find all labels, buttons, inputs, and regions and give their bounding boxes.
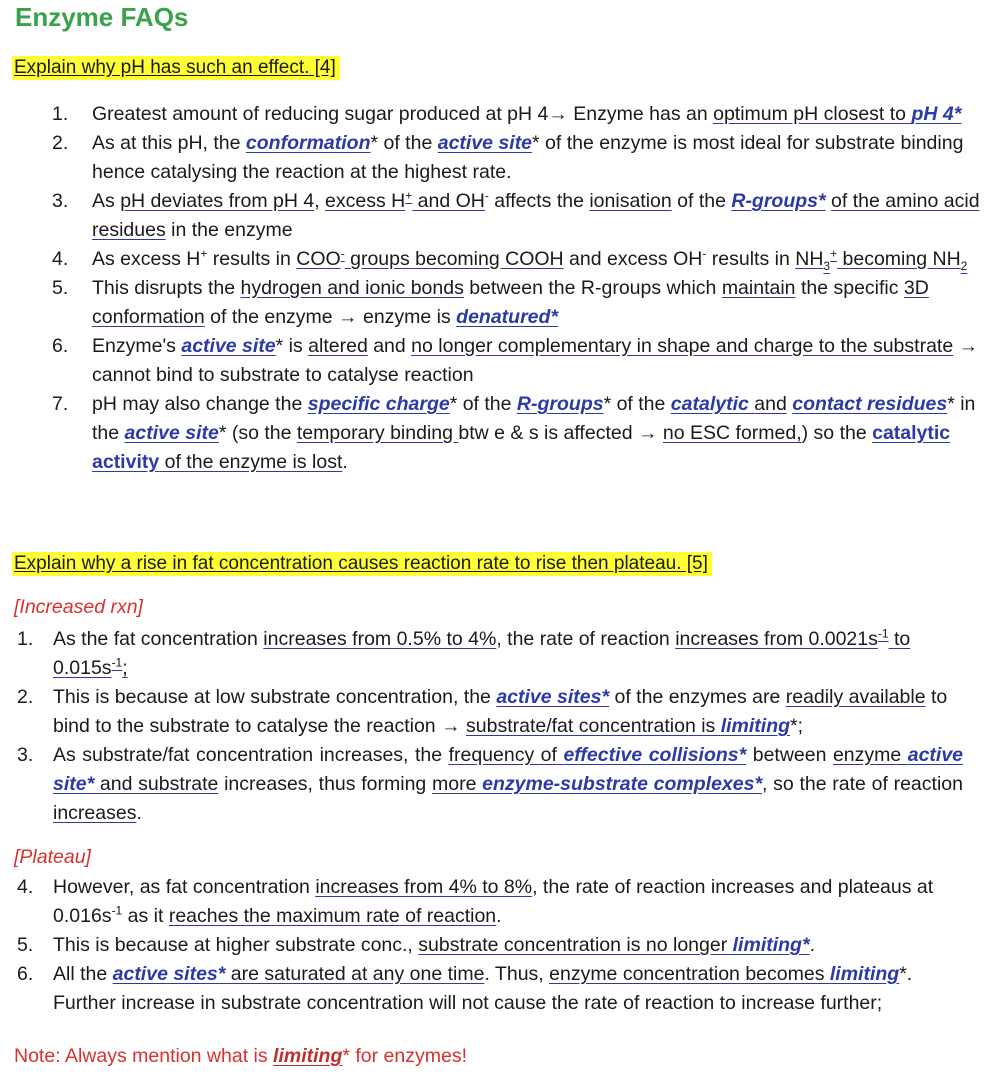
answer-list-plateau <box>0 873 963 1018</box>
answer-list-ph <box>0 100 980 477</box>
item-number: 7. <box>52 393 69 415</box>
item-number: 1. <box>17 628 34 650</box>
list-item: 6. All the active sites* are saturated at any one time. Thus, enzyme concentration becomes limiting*. Further increase in substrate concentration will not cause the rate of reaction to increase further; <box>0 960 963 1018</box>
section-label: [Increased rxn] <box>14 596 143 618</box>
section-label: [Plateau] <box>14 846 91 868</box>
list-item: 7. pH may also change the specific charge* of the R-groups* of the catalytic and contact residues* in the active site* (so the temporary binding btw e & s is affected → no ESC formed,) so the catalytic activity of the enzyme is lost. <box>0 390 980 477</box>
list-item: 4. As excess H+ results in COO- groups becoming COOH and excess OH- results in $NH_3^+$ becoming $NH_2$ <box>52 246 968 273</box>
page-title: Enzyme FAQs <box>15 2 189 32</box>
item-number: 4. <box>52 248 69 270</box>
answer-list-fat <box>0 625 963 828</box>
list-item: 1. Greatest amount of reducing sugar produced at pH 4→ Enzyme has an optimum pH closest to pH 4* <box>0 100 980 129</box>
question-heading: Explain why pH has such an effect. [4] <box>12 56 340 80</box>
item-number: 5. <box>17 934 34 956</box>
item-number: 1. <box>52 103 69 125</box>
list-item: 1. As the fat concentration increases from 0.5% to 4%, the rate of reaction increases from $0.0021s^{-1}$ to $0.015s^{-1}$; <box>17 626 911 679</box>
list-item: 3. As substrate/fat concentration increases, the frequency of effective collisions* between enzyme active site* and substrate increases, thus forming more enzyme-substrate complexes*, so the rate of reaction increases. <box>0 741 963 828</box>
item-number: 6. <box>52 335 69 357</box>
list-item: 6. Enzyme's active site* is altered and no longer complementary in shape and charge to the substrate → cannot bind to substrate to catalyse reaction <box>0 332 980 390</box>
item-number: 4. <box>17 876 34 898</box>
item-number: 2. <box>17 686 34 708</box>
note-text: Note: Always mention what is limiting* for enzymes! <box>14 1045 468 1067</box>
item-number: 5. <box>52 277 69 299</box>
list-item: 2. As at this pH, the conformation* of the active site* of the enzyme is most ideal for substrate binding hence catalysing the reaction at the highest rate. <box>0 129 980 187</box>
item-number: 3. <box>17 744 34 766</box>
list-item: 4. However, as fat concentration increases from 4% to 8%, the rate of reaction increases and plateaus at $0.016s^{-1}$ as it reaches the maximum rate of reaction. <box>0 873 963 931</box>
list-item: 2. This is because at low substrate concentration, the active sites* of the enzymes are readily available to bind to the substrate to catalyse the reaction → substrate/fat concentration is limiting*; <box>0 683 963 741</box>
question-heading: Explain why a rise in fat concentration causes reaction rate to rise then plateau. [5] <box>12 552 712 576</box>
list-item: 5. This disrupts the hydrogen and ionic bonds between the R-groups which maintain the specific 3D conformation of the enzyme → enzyme is denatured* <box>0 274 980 332</box>
item-number: 3. <box>52 190 69 212</box>
list-item: 3. As pH deviates from pH 4, excess H+ and OH- affects the ionisation of the R-groups* of the amino acid residues in the enzyme <box>52 188 980 241</box>
item-number: 6. <box>17 963 34 985</box>
list-item: 5. This is because at higher substrate conc., substrate concentration is no longer limiting*. <box>0 931 963 960</box>
item-number: 2. <box>52 132 69 154</box>
